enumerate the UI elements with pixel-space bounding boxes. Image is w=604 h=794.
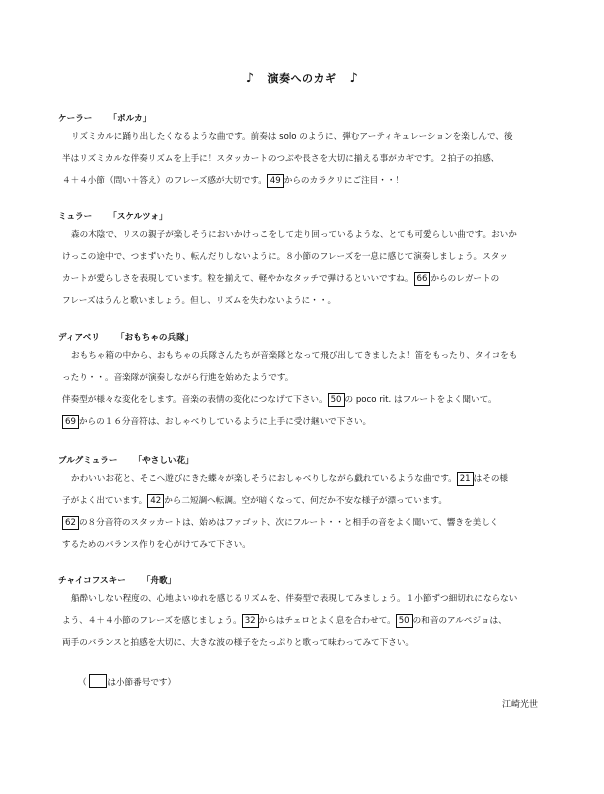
measure-number-box: 69 [62, 415, 79, 429]
section-heading [58, 331, 546, 345]
body-line [58, 490, 546, 512]
measure-number-box-sample [89, 674, 107, 688]
author-name: 江崎光世 [501, 700, 538, 710]
line-text: からのカラクリにご注目・・！ [283, 176, 405, 186]
body-line [58, 148, 546, 170]
body-line [58, 126, 546, 148]
composer-name: ブルグミュラー [58, 456, 118, 466]
line-text: 子がよく出ています。 [62, 496, 148, 506]
body-line [58, 389, 546, 411]
line-text: 両手のバランスと拍感を大切に、大きな波の様子をたっぷりと歌って味わってみて下さい。 [62, 638, 415, 648]
body-line [58, 468, 546, 490]
body-line [58, 290, 546, 312]
piece-title: 「おもちゃの兵隊」 [115, 333, 194, 343]
section-heading [58, 454, 546, 468]
body-line [58, 512, 546, 534]
line-text: 船酔いしない程度の、心地よいゆれを感じるリズムを、伴奏型で表現してみましょう。１小節ずつ細切れにならない [71, 594, 518, 604]
piece-section [58, 454, 546, 556]
line-text: ったり・・。音楽隊が演奏しながら行進を始めたようです。 [62, 373, 294, 383]
line-text: するためのバランス作りを心がけてみて下さい。 [62, 540, 251, 550]
legend-open-paren: （ [78, 678, 87, 688]
section-heading [58, 210, 546, 224]
body-line [58, 632, 546, 654]
piece-section [58, 112, 546, 192]
line-text: 伴奏型が様々な変化をします。音楽の表情の変化につなげて下さい。 [62, 395, 328, 405]
title-text: 演奏へのカギ [267, 72, 337, 85]
body-line [58, 534, 546, 556]
body-line [58, 224, 546, 246]
line-text: ４＋４小節（問い＋答え）のフレーズ感が大切です。 [62, 176, 267, 186]
piece-section [58, 331, 546, 433]
line-text: フレーズはうんと歌いましょう。但し、リズムを失わないように・・。 [62, 296, 337, 306]
measure-number-box: 42 [147, 494, 164, 508]
composer-name: ケーラー [58, 114, 93, 124]
measure-number-box: 21 [457, 472, 474, 486]
line-text: よう、４＋４小節のフレーズを感じましょう。 [62, 616, 242, 626]
line-text: の和音のアルペジョは、 [412, 616, 507, 626]
section-heading [58, 112, 546, 126]
legend-note [78, 674, 176, 688]
body-line [58, 588, 546, 610]
piece-title: 「スケルツォ」 [108, 212, 168, 222]
line-text: かわいいお花と、そこへ遊びにきた蝶々が楽しそうにおしゃべりしながら戯れているような曲です。 [71, 474, 457, 484]
piece-title: 「やさしい花」 [133, 456, 194, 466]
line-text: リズミカルに踊り出したくなるような曲です。前奏は solo のように、弾むアーティキュレーションを楽しんで、後 [71, 132, 513, 142]
legend-text: は小節番号です） [107, 678, 177, 688]
measure-number-box: 49 [267, 174, 284, 188]
composer-name: ミュラー [58, 212, 93, 222]
line-text: の８分音符のスタッカートは、始めはファゴット、次にフルート・・と相手の音をよく聞いて、響きを美しく [78, 518, 499, 528]
line-text: の poco rit. はフルートをよく聞いて。 [344, 395, 497, 405]
line-text: 森の木陰で、リスの親子が楽しそうにおいかけっこをして走り回っているような、とても可愛らしい曲です。おいか [71, 230, 517, 240]
line-text: から二短調へ転調。空が暗くなって、何だか不安な様子が漂っています。 [164, 496, 447, 506]
body-line [58, 345, 546, 367]
piece-section [58, 210, 546, 312]
line-text: からはチェロとよく息を合わせて。 [258, 616, 396, 626]
body-line [58, 268, 546, 290]
music-note-icon: ♪ [245, 71, 255, 86]
line-text: カートが愛らしさを表現しています。粒を揃えて、軽やかなタッチで弾けるといいですね。 [62, 274, 414, 284]
body-line [58, 367, 546, 389]
body-line [58, 610, 546, 632]
page-title [0, 70, 604, 86]
line-text: からのレガートの [430, 274, 500, 284]
line-text: からの１６分音符は、おしゃべりしているように上手に受け継いで下さい。 [78, 417, 372, 427]
piece-section [58, 574, 546, 654]
music-note-icon: ♪ [349, 71, 359, 86]
composer-name: チャイコフスキー [58, 576, 126, 586]
measure-number-box: 66 [414, 272, 431, 286]
line-text: けっこの途中で、つまずいたり、転んだりしないように。８小節のフレーズを一息に感じて演奏しましょう。スタッ [62, 252, 508, 262]
measure-number-box: 62 [62, 516, 79, 530]
piece-title: 「ポルカ」 [108, 114, 152, 124]
line-text: はその様 [473, 474, 509, 484]
body-line [58, 411, 546, 433]
composer-name: ディアベリ [58, 333, 100, 343]
body-line [58, 246, 546, 268]
measure-number-box: 50 [328, 393, 345, 407]
piece-title: 「舟歌」 [141, 576, 177, 586]
measure-number-box: 50 [396, 614, 413, 628]
measure-number-box: 32 [242, 614, 259, 628]
line-text: おもちゃ箱の中から、おもちゃの兵隊さんたちが音楽隊となって飛び出してきましたよ！笛をもったり、タイコをも [71, 351, 518, 361]
section-heading [58, 574, 546, 588]
line-text: 半はリズミカルな伴奏リズムを上手に！スタッカートのつぶや長さを大切に揃える事がカギです。２拍子の拍感、 [62, 154, 500, 164]
body-line [58, 170, 546, 192]
